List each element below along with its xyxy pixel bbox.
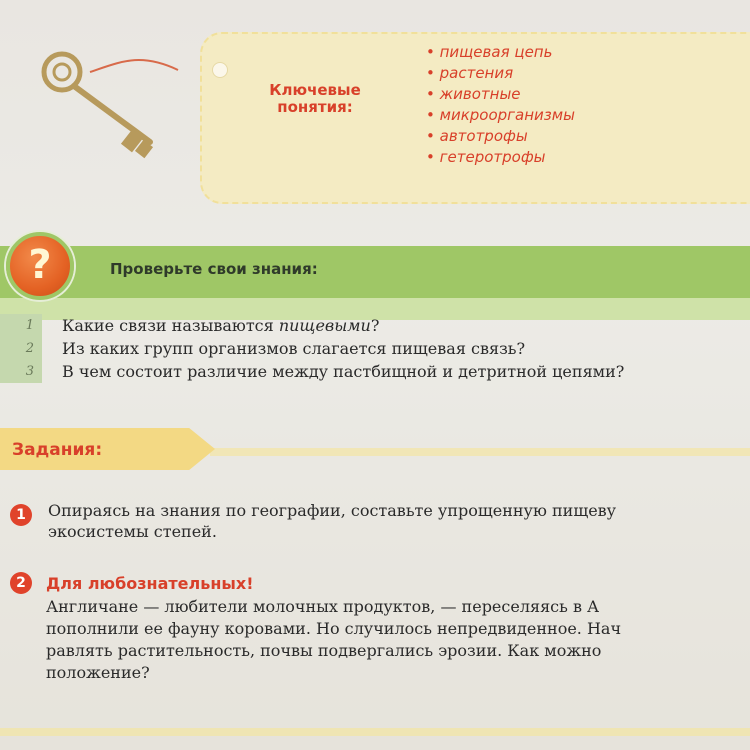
task-2-line: пополнили ее фауну коровами. Но случилось непредвиденное. Нач <box>46 619 622 638</box>
key-concepts-list <box>426 42 575 168</box>
question-number: 3 <box>0 360 42 383</box>
question-row <box>0 360 750 383</box>
concept-item: • пищевая цепь <box>426 42 575 63</box>
questions-list <box>0 314 750 383</box>
concept-item: • микроорганизмы <box>426 105 575 126</box>
question-text: Из каких групп организмов слагается пищевая связь? <box>62 339 526 358</box>
question-row <box>0 314 750 337</box>
tasks-divider <box>210 448 750 456</box>
question-number: 2 <box>0 337 42 360</box>
task-1-line: экосистемы степей. <box>48 522 217 541</box>
concept-item: • растения <box>426 63 575 84</box>
bottom-band <box>0 728 750 736</box>
tasks-title: Задания: <box>12 440 103 460</box>
task-2-heading: Для любознательных! <box>46 574 254 593</box>
key-concepts-box <box>200 32 750 204</box>
question-number: 1 <box>0 314 42 337</box>
question-mark-icon: ? <box>6 232 74 300</box>
task-2-line: положение? <box>46 663 150 682</box>
concept-item: • гетеротрофы <box>426 147 575 168</box>
check-knowledge-title: Проверьте свои знания: <box>110 260 318 278</box>
question-text: Какие связи называются пищевыми? <box>62 316 380 335</box>
task-2-line: Англичане — любители молочных продуктов, — переселяясь в А <box>46 597 600 616</box>
question-row <box>0 337 750 360</box>
task-number-badge: 2 <box>10 572 32 594</box>
question-text: В чем состоит различие между пастбищной и детритной цепями? <box>62 362 625 381</box>
task-1-line: Опираясь на знания по географии, составьте упрощенную пищеву <box>48 501 617 520</box>
key-concepts-label: Ключевые понятия: <box>269 81 361 116</box>
concept-item: • автотрофы <box>426 126 575 147</box>
key-icon <box>30 42 180 172</box>
punch-hole <box>212 62 228 78</box>
concept-item: • животные <box>426 84 575 105</box>
task-number-badge: 1 <box>10 504 32 526</box>
task-2-line: равлять растительность, почвы подвергались эрозии. Как можно <box>46 641 602 660</box>
